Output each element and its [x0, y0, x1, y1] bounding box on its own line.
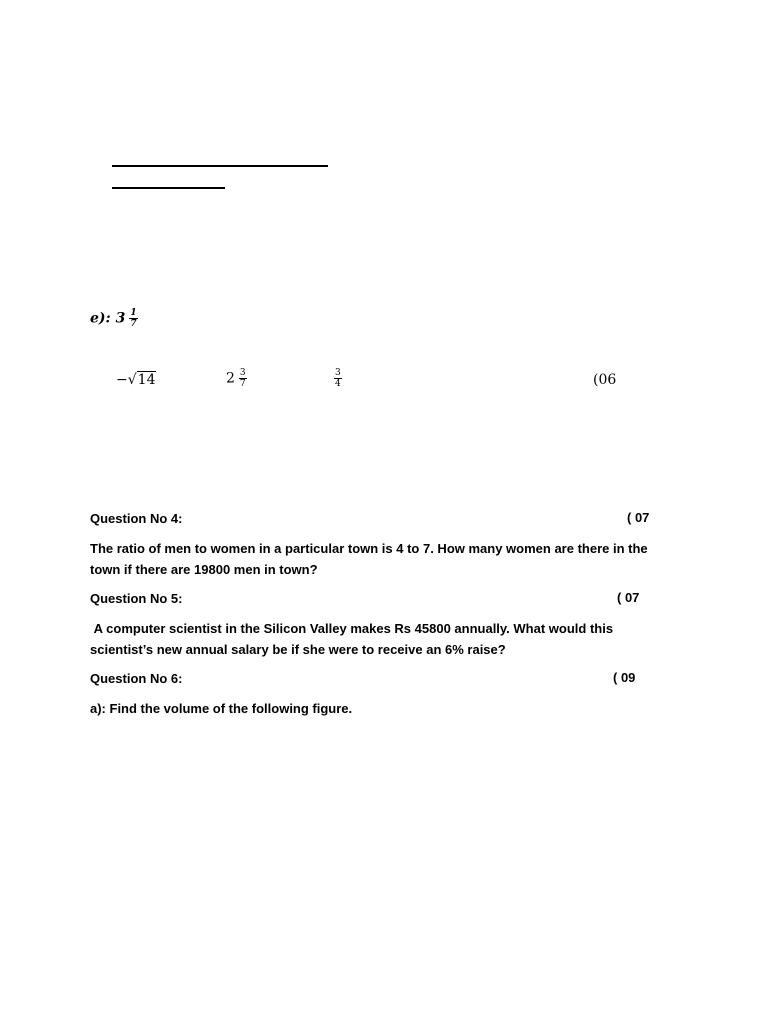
mixed-fraction-2-3-7: 2 $\frac{3}{7}$ — [226, 368, 246, 389]
marks-06: (06 — [593, 372, 617, 388]
question-6-text: a): Find the volume of the following figure. — [90, 701, 353, 716]
part-e-text: e): 3 — [90, 310, 126, 327]
negative-root-14: −√14 — [116, 372, 156, 388]
question-5-heading: Question No 5: — [90, 591, 183, 606]
blank-line-short — [112, 187, 225, 189]
blank-line-long — [112, 165, 328, 167]
question-5-text: A computer scientist in the Silicon Valley makes Rs 45800 annually. What would this scientist’s new annual salary be if she were to receive an 6% raise? — [90, 621, 617, 657]
part-e-fraction: $\frac{1}{7}$ — [130, 308, 137, 329]
part-e-label — [90, 308, 138, 329]
question-4-marks: ( 07 — [627, 510, 650, 525]
question-5-marks: ( 07 — [617, 590, 640, 605]
fraction-3-4: $\frac{3}{4}$ — [335, 368, 341, 389]
question-6-heading: Question No 6: — [90, 671, 183, 686]
question-6-marks: ( 09 — [613, 670, 636, 685]
question-4-text: The ratio of men to women in a particular town is 4 to 7. How many women are there in the town if there are 19800 men in town? — [90, 541, 648, 577]
question-4-heading: Question No 4: — [90, 511, 183, 526]
